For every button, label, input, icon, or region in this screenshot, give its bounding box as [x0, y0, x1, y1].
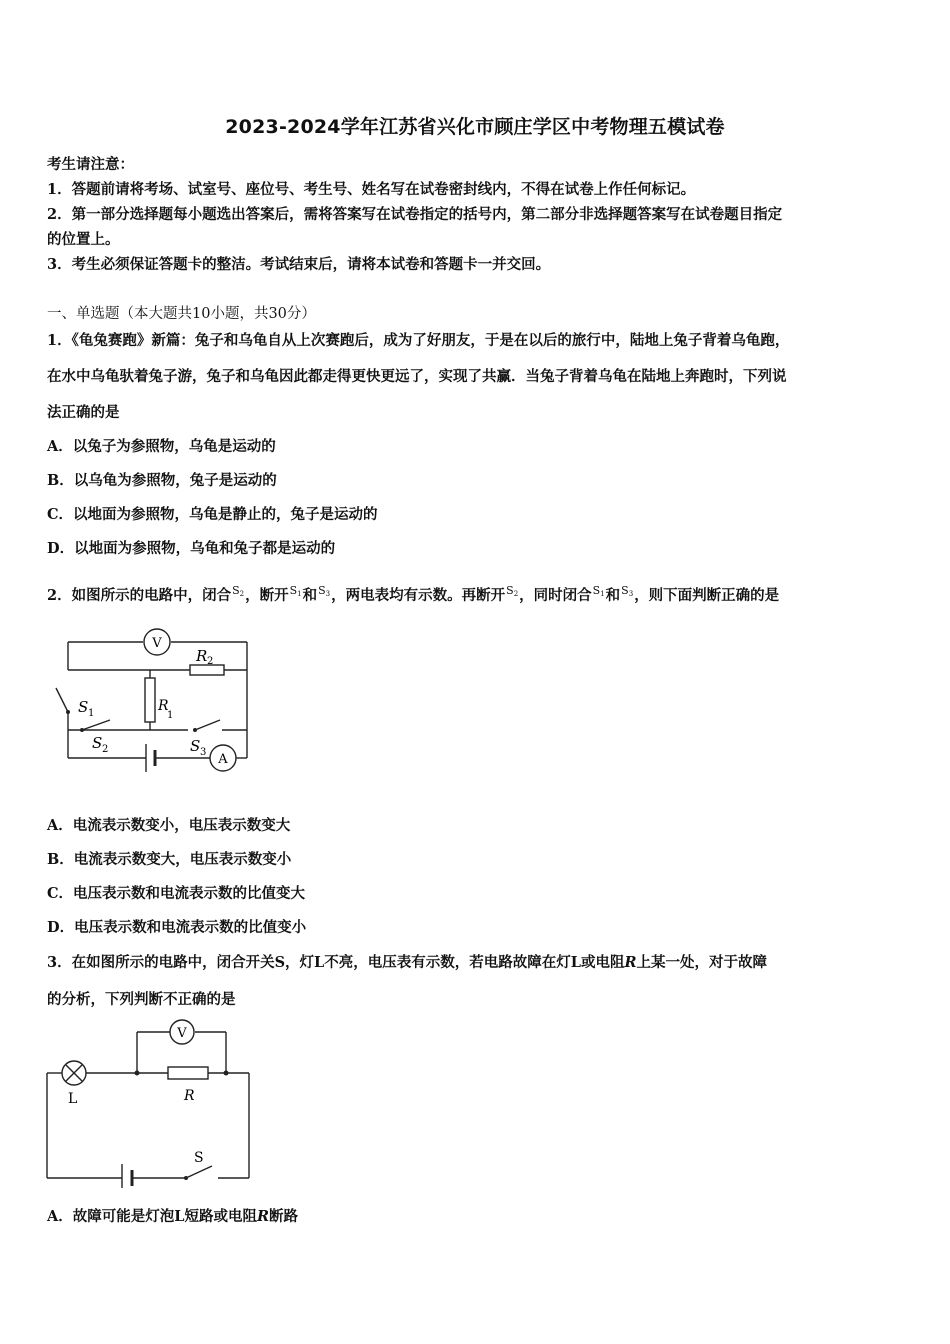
q2-text-3: 和	[302, 587, 318, 604]
battery-icon	[122, 1164, 132, 1188]
svg-text:L: L	[68, 1091, 78, 1107]
lamp-icon	[62, 1061, 86, 1085]
svg-text:S: S	[78, 698, 89, 716]
svg-text:2: 2	[207, 656, 214, 667]
svg-text:V: V	[152, 636, 162, 651]
q1-option-d[interactable]: D．以地面为参照物，乌龟和兔子都是运动的	[47, 540, 336, 557]
q2-option-a[interactable]: A．电流表示数变小，电压表示数变大	[47, 817, 291, 834]
q3-line-2: 的分析，下列判断不正确的是	[47, 991, 236, 1008]
q2-switch-ref: S2	[506, 584, 519, 598]
svg-text:R: R	[196, 647, 208, 665]
node-dot	[224, 1071, 229, 1076]
q2-stem	[47, 584, 779, 605]
q3-line-1: 3．在如图所示的电路中，闭合开关S，灯L不亮，电压表有示数，若电路故障在灯L或电阻R上某一处，对于故障	[47, 954, 768, 971]
switch-icon	[184, 1176, 188, 1180]
svg-text:2: 2	[102, 744, 109, 755]
q1-line-2: 在水中乌龟驮着兔子游，兔子和乌龟因此都走得更快更远了，实现了共赢．当兔子背着乌龟在陆地上奔跑时，下列说	[47, 368, 787, 385]
svg-text:1: 1	[88, 708, 95, 719]
switch-s3-icon	[193, 728, 197, 732]
q2-text-2: ，断开	[245, 587, 289, 604]
q1-option-a[interactable]: A．以兔子为参照物，乌龟是运动的	[47, 438, 276, 455]
q2-text-1: 2．如图所示的电路中，闭合	[47, 587, 232, 604]
svg-text:S: S	[194, 1150, 204, 1166]
switch-s2-icon	[80, 728, 84, 732]
q2-text-7: ，则下面判断正确的是	[634, 587, 780, 604]
svg-text:R: R	[158, 698, 169, 714]
q1-option-c[interactable]: C．以地面为参照物，乌龟是静止的，兔子是运动的	[47, 506, 378, 523]
q2-option-b[interactable]: B．电流表示数变大，电压表示数变小	[47, 851, 292, 868]
q2-switch-ref: S3	[318, 584, 331, 598]
notice-item-2: 2．第一部分选择题每小题选出答案后，需将答案写在试卷指定的括号内，第二部分非选择题答案写在试卷题目指定	[47, 206, 783, 223]
q2-text-4: ，两电表均有示数。再断开	[331, 587, 506, 604]
q1-option-b[interactable]: B．以乌龟为参照物，兔子是运动的	[47, 472, 277, 489]
svg-text:S: S	[92, 734, 103, 752]
q2-text-5: ，同时闭合	[519, 587, 592, 604]
q2-switch-ref: S1	[592, 584, 605, 598]
q2-text-6: 和	[605, 587, 621, 604]
notice-item-3: 3．考生必须保证答题卡的整洁。考试结束后，请将本试卷和答题卡一并交回。	[47, 256, 551, 273]
resistor-icon	[168, 1067, 208, 1079]
q3-circuit-diagram	[40, 1018, 260, 1188]
svg-text:3: 3	[200, 747, 207, 758]
notice-item-1: 1．答题前请将考场、试室号、座位号、考生号、姓名写在试卷密封线内，不得在试卷上作任何标记。	[47, 181, 696, 198]
svg-text:1: 1	[167, 710, 174, 721]
q2-circuit-diagram	[40, 620, 270, 780]
switch-s1-icon	[66, 710, 70, 714]
q1-line-3: 法正确的是	[47, 404, 120, 421]
svg-text:R: R	[184, 1088, 195, 1104]
notice-item-2-cont: 的位置上。	[47, 231, 120, 248]
q2-switch-ref: S1	[289, 584, 302, 598]
q2-switch-ref: S2	[232, 584, 245, 598]
q2-option-d[interactable]: D．电压表示数和电流表示数的比值变小	[47, 919, 307, 936]
svg-text:V: V	[177, 1026, 187, 1041]
q3-option-a[interactable]: A．故障可能是灯泡L短路或电阻R断路	[47, 1208, 299, 1225]
resistor-r1-icon	[145, 678, 155, 722]
q2-switch-ref: S3	[621, 584, 634, 598]
page-title: 2023-2024学年江苏省兴化市顾庄学区中考物理五模试卷	[225, 116, 725, 138]
node-dot	[135, 1071, 140, 1076]
q2-option-c[interactable]: C．电压表示数和电流表示数的比值变大	[47, 885, 306, 902]
svg-text:S: S	[190, 737, 201, 755]
notice-heading: 考生请注意：	[47, 156, 134, 173]
battery-icon	[146, 744, 155, 772]
q1-line-1: 1．《龟兔赛跑》新篇：兔子和乌龟自从上次赛跑后，成为了好朋友，于是在以后的旅行中，陆地上兔子背着乌龟跑，	[47, 332, 790, 349]
svg-text:A: A	[218, 752, 228, 767]
section-heading: 一、单选题（本大题共10小题，共30分）	[47, 306, 316, 322]
